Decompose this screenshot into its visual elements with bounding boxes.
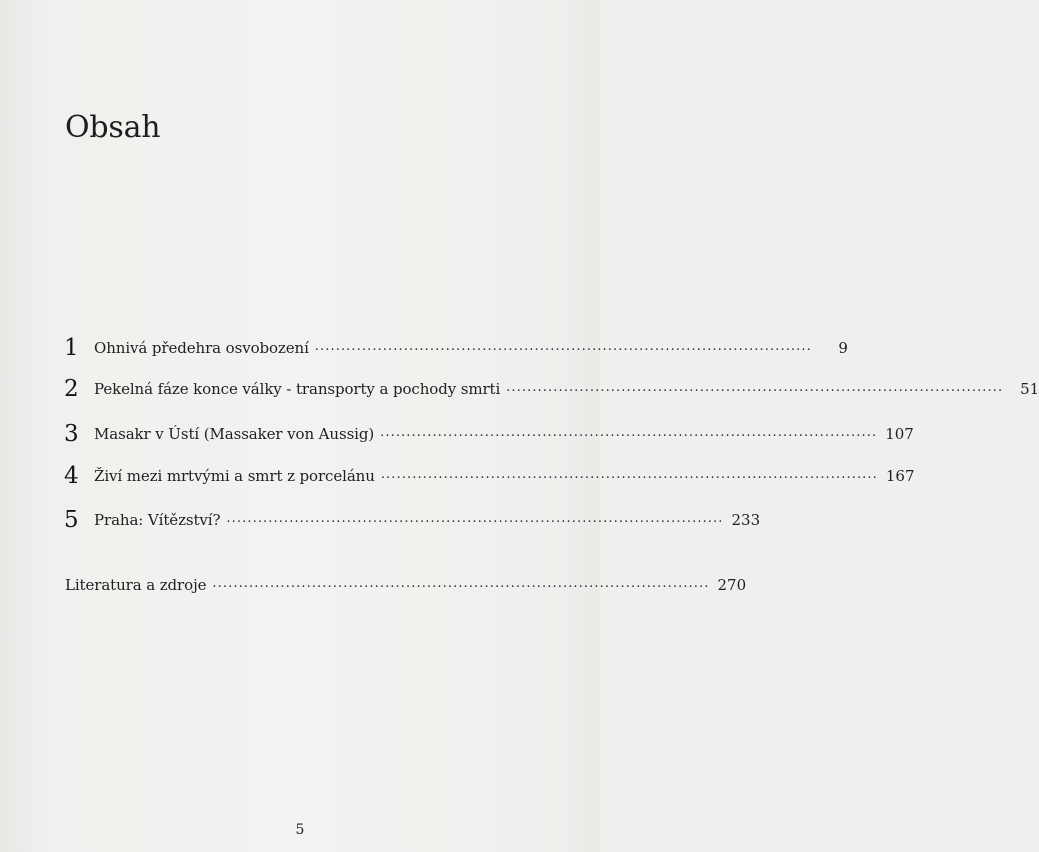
chapter-page: 9 (838, 339, 848, 357)
page-heading: Obsah (65, 110, 161, 145)
toc-entry-2 (60, 375, 1039, 402)
bibliography-title: Literatura a zdroje (65, 576, 207, 594)
chapter-number: 4 (64, 463, 79, 489)
dot-leader: ............................................................................................... (506, 380, 1004, 395)
chapter-title: Masakr v Ústí (Massaker von Aussig) (94, 425, 375, 443)
toc-entry-3 (60, 420, 914, 447)
page-number: 5 (295, 822, 305, 838)
dot-leader: ............................................................................................... (380, 425, 878, 440)
chapter-title: Ohnivá předehra osvobození (94, 339, 309, 357)
chapter-number: 3 (64, 421, 79, 447)
chapter-page: 233 (731, 511, 761, 529)
bibliography-page: 270 (717, 576, 747, 594)
toc-entry-5 (60, 506, 761, 533)
dot-leader: ............................................................................................... (212, 576, 710, 591)
dot-leader: ............................................................................................... (314, 339, 812, 354)
chapter-number: 1 (64, 335, 79, 361)
chapter-page: 51 (1020, 380, 1039, 398)
dot-leader: ............................................................................................... (226, 511, 724, 526)
show-through-text (88, 218, 528, 323)
toc-entry-1 (60, 334, 848, 361)
chapter-title: Pekelná fáze konce války - transporty a pochody smrti (94, 380, 501, 398)
chapter-page: 167 (885, 467, 915, 485)
chapter-number: 2 (64, 376, 79, 402)
chapter-number: 5 (64, 507, 79, 533)
chapter-page: 107 (885, 425, 914, 443)
chapter-title: Živí mezi mrtvými a smrt z porcelánu (94, 467, 375, 485)
toc-entry-4 (60, 462, 915, 489)
dot-leader: ............................................................................................... (380, 467, 878, 482)
toc-entry-bibliography (65, 571, 747, 595)
chapter-title: Praha: Vítězství? (94, 511, 221, 529)
